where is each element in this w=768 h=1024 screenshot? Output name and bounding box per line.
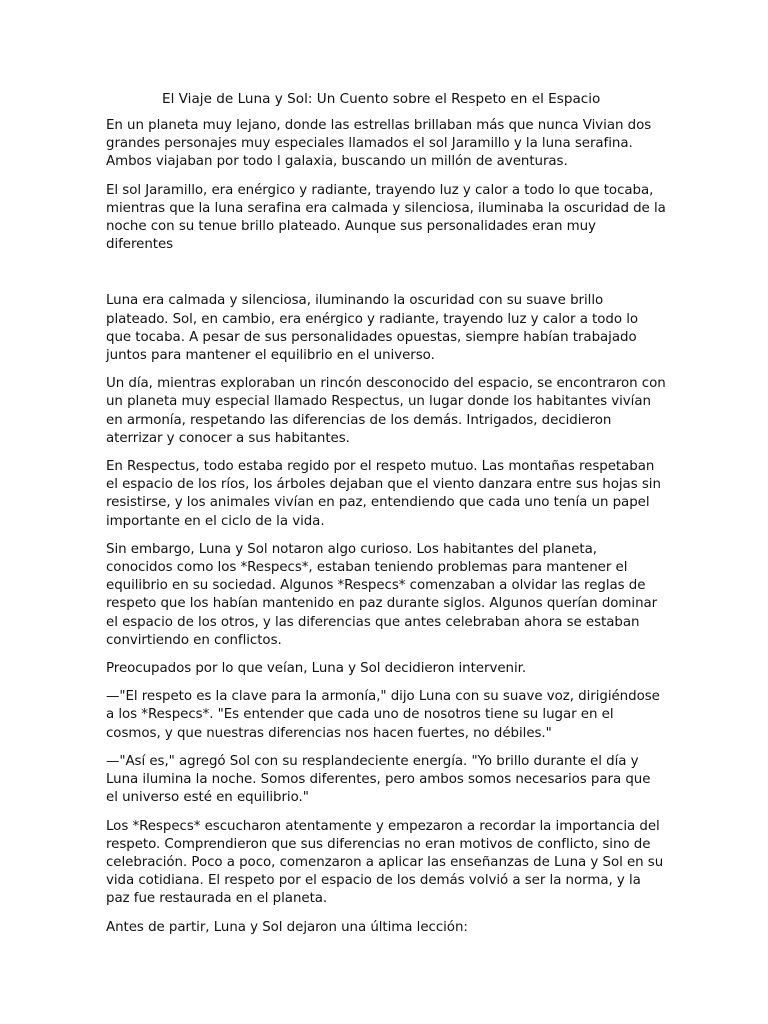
- paragraph-respectus-discovery: Un día, mientras exploraban un rincón desconocido del espacio, se encontraron con un planeta muy especial llamado Respectus, un lugar donde los habitantes vivían en armonía, respetando las diferencias de los demás. Intrigados, decidieron aterrizar y conocer a sus habitantes.: [106, 376, 666, 446]
- paragraph-last-lesson: Antes de partir, Luna y Sol dejaron una última lección:: [106, 919, 468, 935]
- paragraph-respecs-problem: Sin embargo, Luna y Sol notaron algo curioso. Los habitantes del planeta, conocidos como los *Respecs*, estaban teniendo problemas para mantener el equilibrio en su sociedad. Algunos *Respecs* comenzaban a olvidar las reglas de respeto que los habían mantenido en paz durante siglos. Algunos querían dominar el espacio de los otros, y las diferencias que antes celebraban ahora se estaban convirtiendo en conflictos.: [106, 541, 658, 648]
- paragraph-respecs-learn: Los *Respecs* escucharon atentamente y empezaron a recordar la importancia del respeto. Comprendieron que sus diferencias no eran motivos de conflicto, sino de celebración. Poco a poco, comenzaron a aplicar las enseñanzas de Luna y Sol en su vida cotidiana. El respeto por el espacio de los demás volvió a ser la norma, y la paz fue restaurada en el planeta.: [106, 818, 664, 907]
- paragraph-intro: En un planeta muy lejano, donde las estrellas brillaban más que nunca Vivian dos grandes personajes muy especiales llamados el sol Jaramillo y la luna serafina. Ambos viajaban por todo l galaxia, buscando un millón de aventuras.: [106, 118, 652, 170]
- paragraph-sol-dialogue: —"Así es," agregó Sol con su resplandeciente energía. "Yo brillo durante el día y Luna ilumina la noche. Somos diferentes, pero ambos somos necesarios para que el universo esté en equilibrio.": [106, 753, 651, 806]
- blank-space: [106, 264, 666, 292]
- paragraph-intervene: Preocupados por lo que veían, Luna y Sol decidieron intervenir.: [106, 661, 527, 677]
- paragraph-sol-luna: El sol Jaramillo, era enérgico y radiante, trayendo luz y calor a todo lo que tocaba, mientras que la luna serafina era calmada y silenciosa, iluminaba la oscuridad de la noche con su tenue brillo plateado. Aunque sus personalidades eran muy diferentes: [106, 182, 666, 253]
- paragraph-luna-dialogue: —"El respeto es la clave para la armonía," dijo Luna con su suave voz, dirigiéndose a los *Respecs*. "Es entender que cada uno de nosotros tiene su lugar en el cosmos, y que nuestras diferencias nos hacen fuertes, no débiles.": [106, 689, 660, 741]
- document-page: [106, 90, 666, 947]
- paragraph-luna-calmada: Luna era calmada y silenciosa, iluminando la oscuridad con su suave brillo plateado. Sol, en cambio, era enérgico y radiante, trayendo luz y calor a todo lo que tocaba. A pesar de sus personalidades opuestas, siempre habían trabajado juntos para mantener el equilibrio en el universo.: [106, 293, 639, 364]
- document-title: El Viaje de Luna y Sol: Un Cuento sobre el Respeto en el Espacio: [162, 91, 601, 107]
- paragraph-respectus-respect: En Respectus, todo estaba regido por el respeto mutuo. Las montañas respetaban el espacio de los ríos, los árboles dejaban que el viento danzara entre sus hojas sin resistirse, y los animales vivían en paz, entendiendo que cada uno tenía un papel importante en el ciclo de la vida.: [106, 459, 661, 529]
